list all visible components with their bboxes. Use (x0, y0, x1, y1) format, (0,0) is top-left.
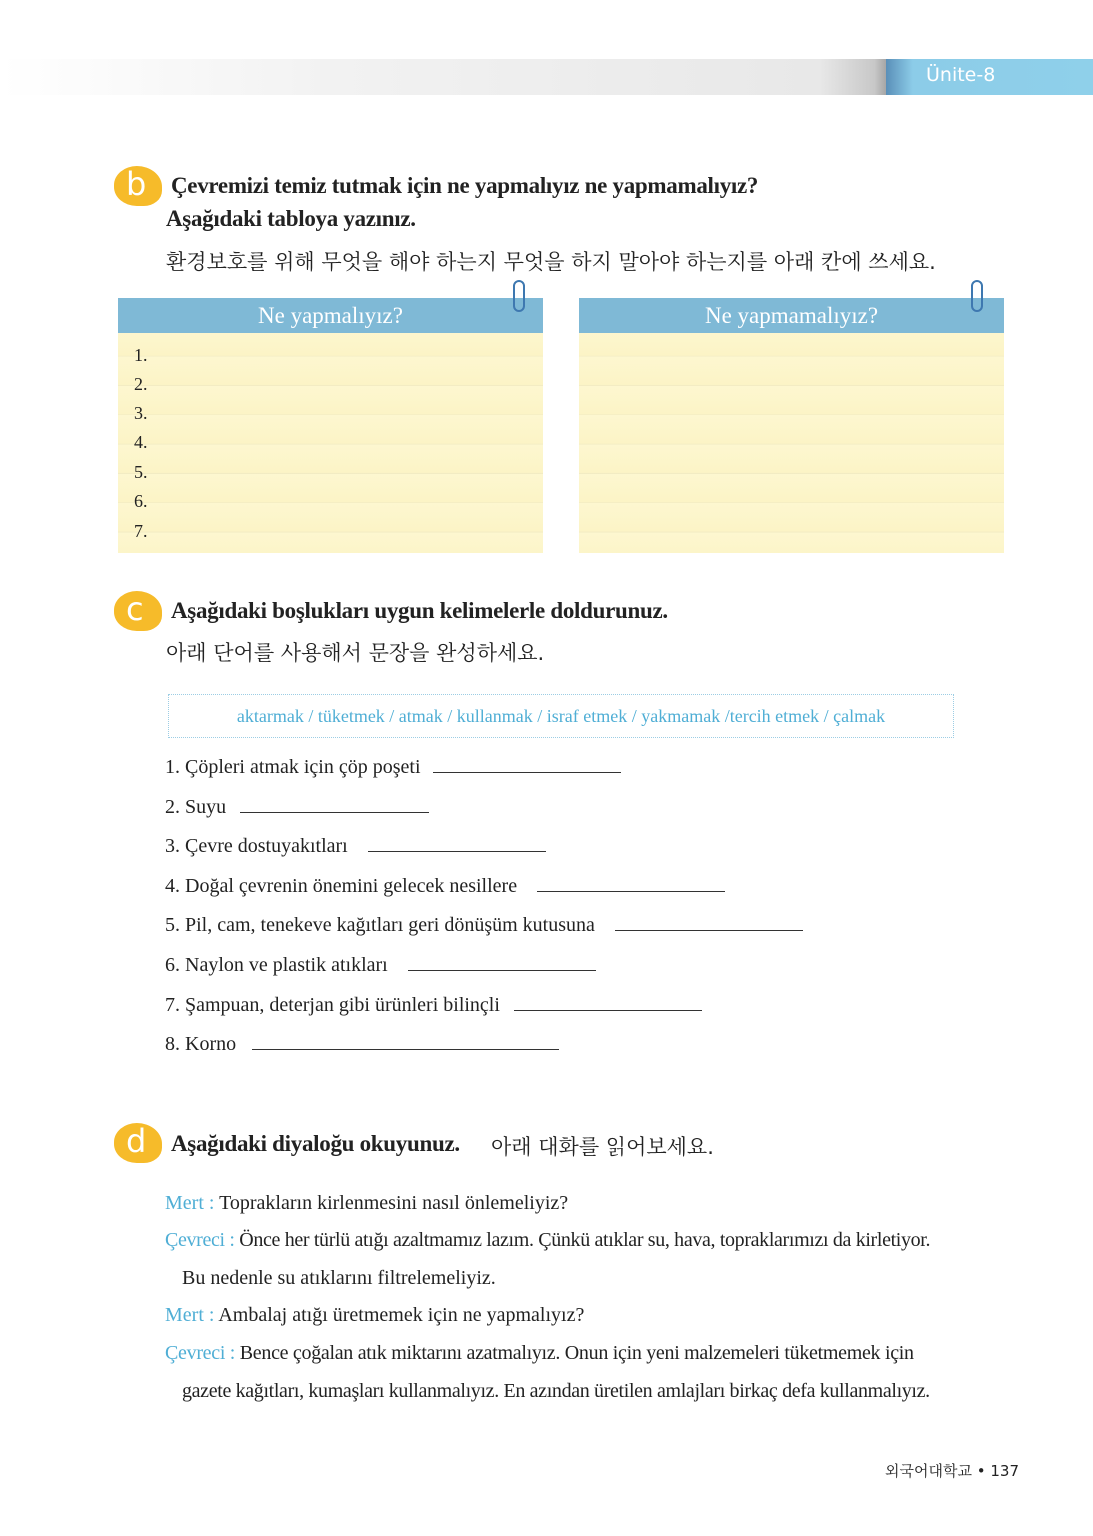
answer-blank[interactable] (537, 891, 725, 892)
table-should-do (118, 298, 543, 553)
paperclip-icon (513, 280, 525, 312)
section-c-korean: 아래 단어를 사용해서 문장을 완성하세요. (166, 641, 545, 665)
section-d-title: Aşağıdaki diyaloğu okuyunuz. (171, 1131, 460, 1156)
question-7: 7. Şampuan, deterjan gibi ürünleri bilinçli (165, 994, 702, 1017)
answer-blank[interactable] (240, 812, 429, 813)
section-badge-d: d (114, 1123, 162, 1163)
row-number: 7. (134, 521, 148, 541)
section-badge-b: b (114, 166, 162, 206)
dialogue-line: Çevreci : Bence çoğalan atık miktarını azatmalıyız. Onun için yeni malzemeleri tüketmemek için (165, 1342, 914, 1364)
table-should-not-do (579, 298, 1004, 553)
paperclip-icon (971, 280, 983, 312)
table-header: Ne yapmalıyız? (118, 298, 543, 333)
section-b-subtitle: Aşağıdaki tabloya yazınız. (166, 206, 416, 231)
section-b-title: Çevremizi temiz tutmak için ne yapmalıyız ne yapmamalıyız? (171, 173, 759, 198)
row-number: 2. (134, 374, 148, 394)
question-3: 3. Çevre dostuyakıtları (165, 835, 546, 858)
section-b-korean: 환경보호를 위해 무엇을 해야 하는지 무엇을 하지 말아야 하는지를 아래 칸에 쓰세요. (166, 250, 936, 274)
question-8: 8. Korno (165, 1033, 559, 1056)
row-number: 1. (134, 345, 148, 365)
question-5: 5. Pil, cam, tenekeve kağıtları geri dönüşüm kutusuna (165, 914, 803, 937)
word-bank: aktarmak / tüketmek / atmak / kullanmak / israf etmek / yakmamak /tercih etmek / çalmak (168, 694, 954, 738)
table-header: Ne yapmamalıyız? (579, 298, 1004, 333)
section-c-title: Aşağıdaki boşlukları uygun kelimelerle doldurunuz. (171, 598, 668, 623)
dialogue-line: Mert : Ambalaj atığı üretmemek için ne yapmalıyız? (165, 1304, 585, 1326)
question-6: 6. Naylon ve plastik atıkları (165, 954, 596, 977)
row-number: 4. (134, 432, 148, 452)
dialogue-line: gazete kağıtları, kumaşları kullanmalıyız. En azından üretilen amlajları birkaç defa kullanmalıyız. (182, 1380, 930, 1402)
section-badge-c: c (114, 591, 162, 631)
row-number: 6. (134, 491, 148, 511)
answer-blank[interactable] (408, 970, 596, 971)
section-d-korean: 아래 대화를 읽어보세요. (491, 1135, 714, 1159)
answer-blank[interactable] (433, 772, 621, 773)
question-4: 4. Doğal çevrenin önemini gelecek nesillere (165, 875, 725, 898)
dialogue-line: Mert : Toprakların kirlenmesini nasıl önlemeliyiz? (165, 1192, 569, 1214)
dialogue-line: Bu nedenle su atıklarını filtrelemeliyiz. (182, 1267, 496, 1289)
question-1: 1. Çöpleri atmak için çöp poşeti (165, 756, 621, 779)
page-footer: 외국어대학교 • 137 (885, 1462, 1020, 1480)
row-number: 3. (134, 403, 148, 423)
page-number: 137 (990, 1462, 1020, 1480)
answer-blank[interactable] (368, 851, 546, 852)
question-2: 2. Suyu (165, 796, 429, 819)
answer-blank[interactable] (615, 930, 803, 931)
row-number: 5. (134, 462, 148, 482)
dialogue-line: Çevreci : Önce her türlü atığı azaltmamız lazım. Çünkü atıklar su, hava, topraklarımızı da kirletiyor. (165, 1229, 931, 1251)
answer-blank[interactable] (514, 1010, 702, 1011)
unit-label: Ünite-8 (886, 59, 1093, 95)
answer-blank[interactable] (252, 1049, 559, 1050)
